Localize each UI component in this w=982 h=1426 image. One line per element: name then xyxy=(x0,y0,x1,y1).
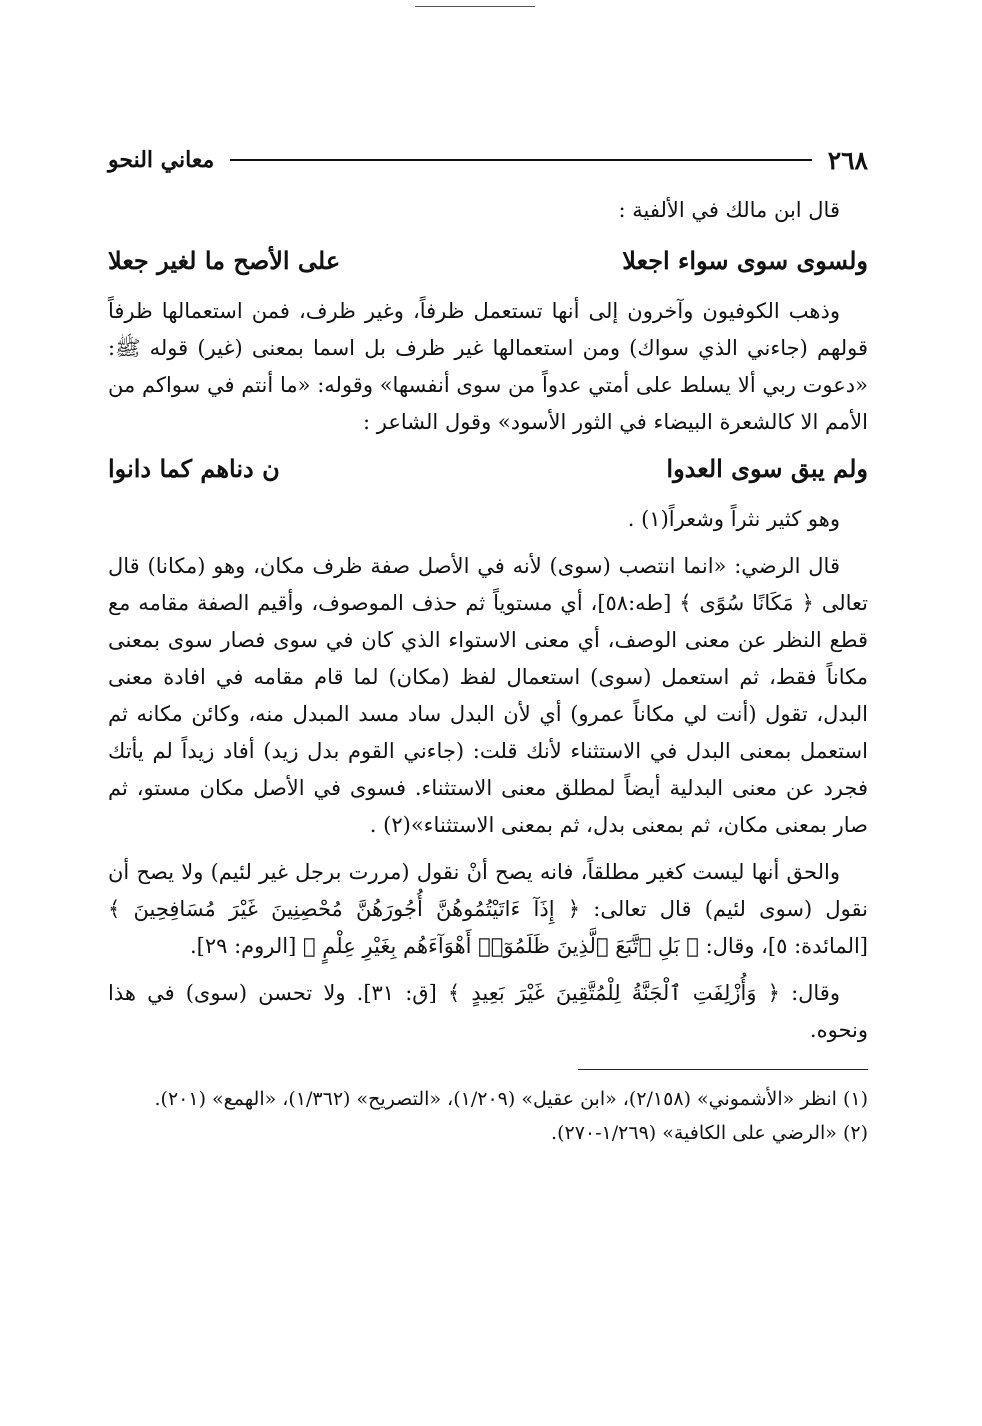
page-number: ٢٦٨ xyxy=(827,145,868,175)
paragraph-note: وهو كثير نثراً وشعراً(١) . xyxy=(627,507,840,531)
verse-second-hemistich: ن دناهم كما دانوا xyxy=(108,454,280,483)
footnote-separator xyxy=(578,1069,868,1070)
page-body xyxy=(108,192,868,1150)
page-header xyxy=(108,140,868,180)
footnote-2: (٢) «الرضي على الكافية» (١/٢٦٩-٢٧٠). xyxy=(551,1122,868,1144)
verse-poet xyxy=(108,447,868,491)
header-rule xyxy=(230,159,811,161)
verse-first-hemistich: ولسوى سوى سواء اجعلا xyxy=(622,246,868,275)
paragraph-haqq: والحق أنها ليست كغير مطلقاً، فانه يصح أنْ نقول (مررت برجل غير لئيم) ولا يصح أن نقول (سوى لئيم) قال تعالى: ﴿ إِذَآ ءَاتَيْتُمُوهُنَّ أُجُورَهُنَّ مُحْصِنِينَ غَيْرَ مُسَافِحِينَ ﴾ [المائدة: ٥]، وقال: ﴿ بَلِ ٱتَّبَعَ ٱلَّذِينَ ظَلَمُوٓا۟ أَهْوَآءَهُم بِغَيْرِ عِلْمٍ ﴾ [الروم: ٢٩]. xyxy=(108,860,868,958)
intro-line: قال ابن مالك في الألفية : xyxy=(618,198,840,222)
paragraph-radi: قال الرضي: «انما انتصب (سوى) لأنه في الأصل صفة ظرف مكان، وهو (مكانا) قال تعالى ﴿ مَكَانًا سُوًى ﴾ [طه:٥٨]، أي مستوياً ثم حذف الموصوف، وأقيم الصفة مقامه مع قطع النظر عن معنى الوصف، أي معنى الاستواء الذي كان في سوى فصار سوى بمعنى مكاناً فقط، ثم استعمل (سوى) استعمال لفظ (مكان) لما قام مقامه في افادة معنى البدل، تقول (أنت لي مكاناً عمرو) أي لأن البدل ساد مسد المبدل منه، وكائن مكانه ثم استعمل بمعنى البدل في الاستثناء لأنك قلت: (جاءني القوم بدل زيد) أفاد زيداً لم يأتك فجرد عن معنى البدلية أيضاً لمطلق معنى الاستثناء. فسوى في الأصل مكان مستو، ثم صار بمعنى مكان، ثم بمعنى بدل، ثم بمعنى الاستثناء»(٢) . xyxy=(108,554,868,837)
footnote-1: (١) انظر «الأشموني» (٢/١٥٨)، «ابن عقيل» (١/٢٠٩)، «التصريح» (١/٣٦٢)، «الهمع» (٢٠١). xyxy=(154,1088,868,1110)
verse-second-hemistich: على الأصح ما لغير جعلا xyxy=(108,246,341,275)
verse-alfiya xyxy=(108,239,868,283)
paragraph-qaf: وقال: ﴿ وَأُزْلِفَتِ ٱلْجَنَّةُ لِلْمُتَّقِينَ غَيْرَ بَعِيدٍ ﴾ [ق: ٣١]. ولا تحسن (سوى) في هذا ونحوه. xyxy=(108,981,868,1042)
top-edge-rule xyxy=(415,6,535,7)
verse-first-hemistich: ولم يبق سوى العدوا xyxy=(666,454,868,483)
running-title: معاني النحو xyxy=(108,147,215,173)
paragraph-kufiyun: وذهب الكوفيون وآخرون إلى أنها تستعمل ظرفاً، وغير ظرف، فمن استعمالها ظرفاً قولهم (جاءني الذي سواك) ومن استعمالها غير ظرف بل اسما بمعنى (غير) قوله ﷺ: «دعوت ربي ألا يسلط على أمتي عدواً من سوى أنفسها» وقوله: «ما أنتم في سواكم من الأمم الا كالشعرة البيضاء في الثور الأسود» وقول الشاعر : xyxy=(108,299,868,434)
